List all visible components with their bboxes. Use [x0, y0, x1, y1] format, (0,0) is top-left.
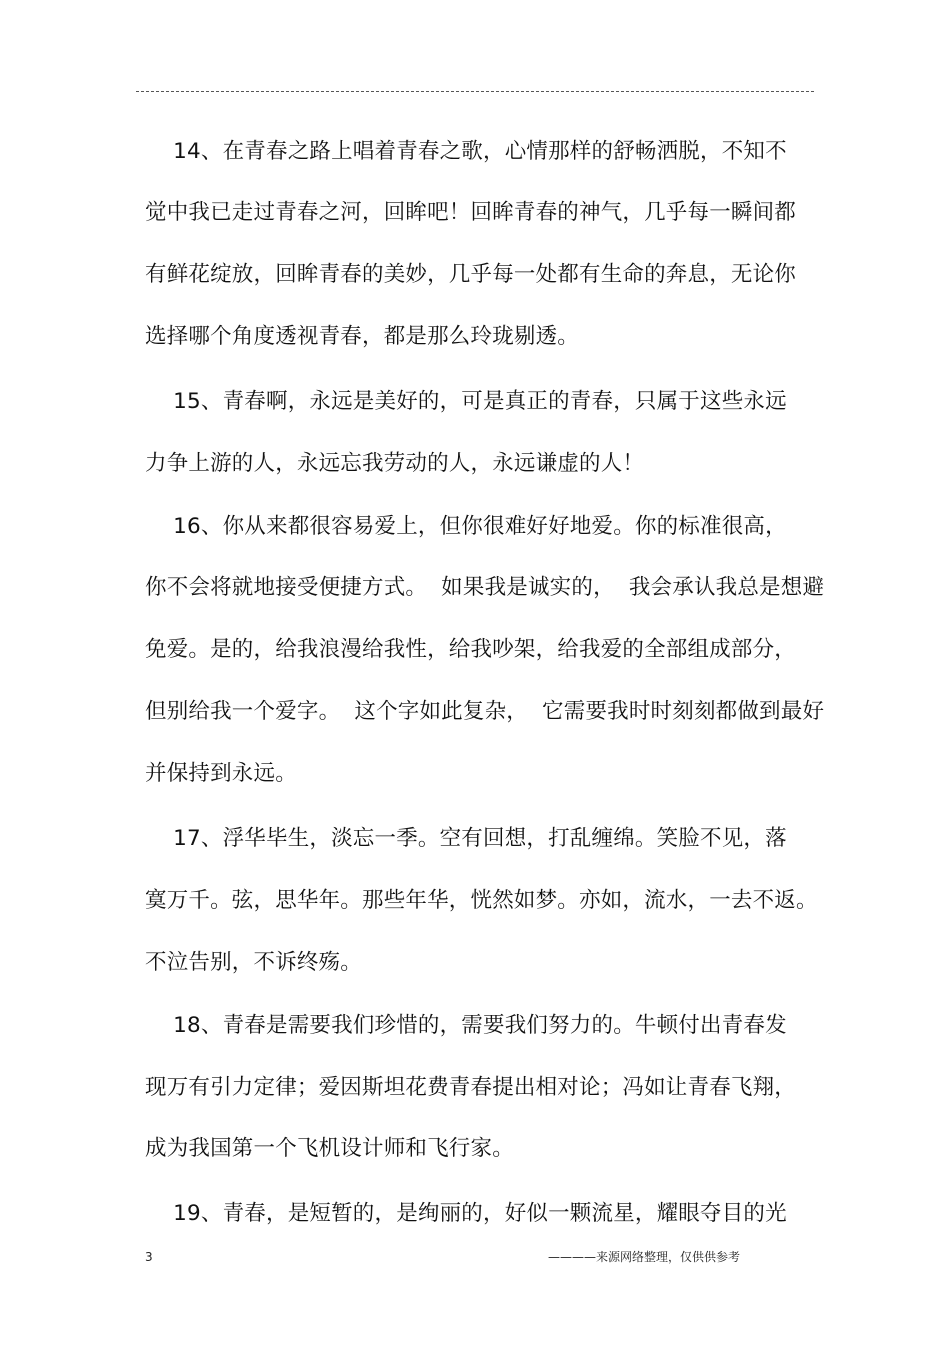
header-divider: [136, 91, 814, 92]
text-line: 免爱。是的，给我浪漫给我性，给我吵架，给我爱的全部组成部分，: [145, 637, 797, 662]
text-line: 但别给我一个爱字。 这个字如此复杂， 它需要我时时刻刻都做到最好: [145, 699, 825, 724]
text-line: 现万有引力定律；爱因斯坦花费青春提出相对论；冯如让青春飞翔，: [145, 1075, 797, 1100]
text-line: 不泣告别，不诉终殇。: [145, 950, 363, 975]
text-line: 16、你从来都很容易爱上，但你很难好好地爱。你的标准很高，: [145, 514, 787, 539]
text-line: 17、浮华毕生，淡忘一季。空有回想，打乱缠绵。笑脸不见，落: [145, 826, 787, 851]
text-line: 成为我国第一个飞机设计师和飞行家。: [145, 1136, 514, 1161]
text-line: 14、在青春之路上唱着青春之歌，心情那样的舒畅洒脱，不知不: [145, 139, 787, 164]
text-line: 有鲜花绽放，回眸青春的美妙，几乎每一处都有生命的奔息，无论你: [145, 262, 797, 287]
text-line: 选择哪个角度透视青春，都是那么玲珑剔透。: [145, 324, 580, 349]
page-number: 3: [145, 1250, 153, 1264]
text-line: 你不会将就地接受便捷方式。 如果我是诚实的， 我会承认我总是想避: [145, 575, 825, 600]
footer-source-note: ————来源网络整理，仅供供参考: [548, 1250, 741, 1264]
text-line: 15、青春啊，永远是美好的，可是真正的青春，只属于这些永远: [145, 389, 787, 414]
text-line: 觉中我已走过青春之河，回眸吧！回眸青春的神气，几乎每一瞬间都: [145, 200, 797, 225]
text-line: 19、青春，是短暂的，是绚丽的，好似一颗流星，耀眼夺目的光: [145, 1201, 787, 1226]
text-line: 寞万千。弦，思华年。那些年华，恍然如梦。亦如，流水，一去不返。: [145, 888, 818, 913]
text-line: 18、青春是需要我们珍惜的，需要我们努力的。牛顿付出青春发: [145, 1013, 787, 1038]
text-line: 并保持到永远。: [145, 761, 297, 786]
text-line: 力争上游的人，永远忘我劳动的人，永远谦虚的人！: [145, 451, 645, 476]
